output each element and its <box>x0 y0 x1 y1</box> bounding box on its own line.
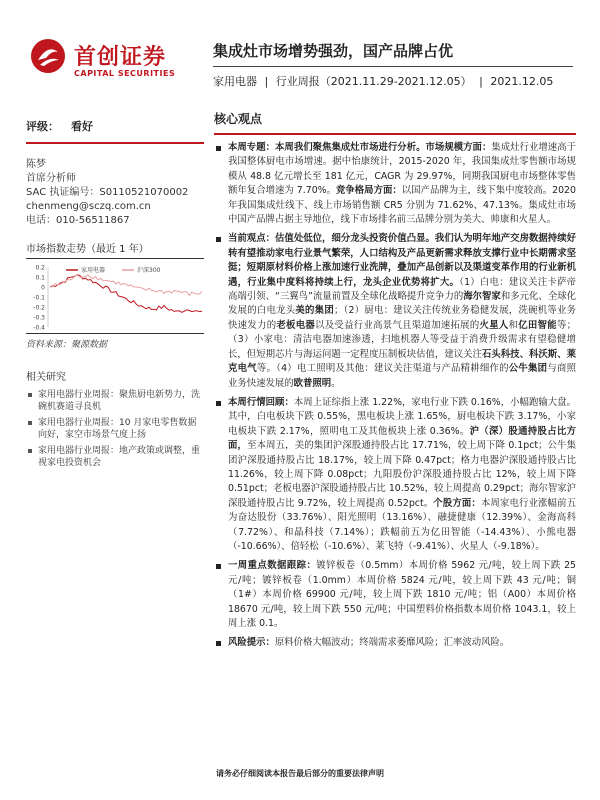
rating <box>26 118 204 134</box>
y-tick-label: -0.4 <box>33 324 45 331</box>
logo-text-cn: 首创证券 <box>74 45 167 70</box>
point-weekly-topic: 本周专题：本周我们聚焦集成灶市场进行分析。市场规模方面：集成灶行业增速高于我国整体厨电市场增速。据中怡康统计，2015-2020 年，我国集成灶零售额市场规模从 48.8 亿元增长至 181 亿元，CAGR 为 29.97%，同期我国厨电市场整体零售额年复合增速为 7.70%。竞争格局方面：以国产品牌为主，线下集中度较高。2020 年我国集成灶线下、线上市场销售额 CR5 分别为 71.62%、47.13%。集成灶市场中国产品牌占据主导地位，线下市场排名前三品牌分别为美大、帅康和火星人。 <box>214 141 576 227</box>
separator: | <box>264 75 269 88</box>
point-lead: 本周专题：本周我们聚焦集成灶市场进行分析。市场规模方面： <box>228 142 492 153</box>
y-tick-label: -0.3 <box>33 314 45 322</box>
rating-label: 评级： <box>26 120 59 133</box>
report-title: 集成灶市场增势强劲，国产品牌占优 <box>213 42 454 60</box>
point-lead: 风险提示： <box>228 637 275 649</box>
related-item[interactable]: 家用电器行业周报：10 月家电零售数据向好，家空市场景气度上扬 <box>26 417 204 441</box>
point-market-review: 本周行情回顾：本周上证综指上涨 1.22%，家电行业下跌 0.16%，小幅跑输大盘。其中，白电板块下跌 0.55%，黑电板块上涨 1.65%，厨电板块下跌 3.17%，小家电板块下跌 2.17%，照明电工及其他板块上涨 0.36%。沪（深）股通持股占比方面，至本周五，美的集团沪深股通持股占比 17.71%，较上周下降 0.1pct；公牛集团沪深股通持股占比 18.17%，较上周下降 0.47pct；格力电器沪深股通持股占比 11.26%，较上周下降 0.08pct；九阳股份沪深股通持股占比 12%，较上周下降 0.51pct；老板电器沪深股通持股占比 10.52%，较上周提高 0.29pct；海尔智家沪深股通持股占比 9.72%，较上周提高 0.52pct。个股方面：本周家电行业涨幅前五为奋达股份（33.76%）、阳光照明（13.16%）、融捷健康（12.39%）、金海高科（7.72%）、和晶科技（7.14%）；跌幅前五为亿田智能（-14.43%）、小熊电器（-10.66%）、倍轻松（-10.6%）、莱飞特（-9.41%）、火星人（-9.18%）。 <box>214 396 576 554</box>
analyst-title: 首席分析师 <box>26 173 76 184</box>
point-lead: 本周行情回顾： <box>228 396 294 408</box>
series-line <box>50 275 202 296</box>
legend-label: 家用电器 <box>81 267 106 274</box>
section-heading: 核心观点 <box>214 110 576 135</box>
left-sidebar <box>26 118 204 473</box>
separator: | <box>479 75 483 88</box>
y-tick-label: -0.1 <box>33 294 45 302</box>
header-divider <box>213 66 573 67</box>
point-risk: 风险提示：原料价格大幅波动；终端需求萎靡风险；汇率波动风险。 <box>214 636 576 650</box>
report-date: 2021.12.05 <box>490 75 554 88</box>
legend-label: 沪深300 <box>137 267 161 274</box>
main-content <box>214 110 576 656</box>
y-tick-label: -0.2 <box>33 304 45 312</box>
analyst-email: chenmeng@sczq.com.cn <box>26 201 151 212</box>
point-data-tracking: 一周重点数据跟踪：镀锌板卷（0.5mm）本周价格 5962 元/吨，较上周下跌 25 元/吨；镀锌板卷（1.0mm）本周价格 5824 元/吨，较上周下跌 43 元/吨；铜（1#）本周价格 69900 元/吨，较上周下跌 1810 元/吨；铝（A00）本周价格 18670 元/吨，较上周下跌 550 元/吨；中国塑料价格指数本周价格 1043.1，较上周上涨 0.1。 <box>214 559 576 631</box>
chart-title: 市场指数走势（最近 1 年） <box>26 240 204 259</box>
rating-value: 看好 <box>71 120 93 133</box>
analyst-phone: 电话：010-56511867 <box>26 215 130 226</box>
analyst-info <box>26 158 204 228</box>
analyst-sac: SAC 执证编号：S0110521070002 <box>26 187 189 198</box>
capital-securities-logo-icon <box>30 38 66 74</box>
point-current-view: 当前观点：估值处低位，细分龙头投资价值凸显。我们认为明年地产交房数据持续好转有望推动家电行业景气繁荣，人口结构及产品更新需求释放支撑行业中长期需求坚挺；短期原材料价格上涨加速行业洗牌，叠加产品创新以及渠道变革作用的行业新机遇，行业集中度料将持续上行，龙头企业优势将扩大。（1）白电：建议关注卡萨帝高端引领、“三翼鸟”流量前置及全球化战略提升竞争力的海尔智家和多元化、全球化发展的白电龙头美的集团；（2）厨电：建议关注传统业务稳健发展，洗碗机等业务快速发力的老板电器以及受益行业高景气且渠道加速拓展的火星人和亿田智能等；（3）小家电：清洁电器加速渗透，扫地机器人等受益于消费升级需求有望稳健增长，但短期芯片与海运问题一定程度压制板块估值，建议关注石头科技、科沃斯、莱克电气等。（4）电工照明及其他：建议关注渠道与产品精耕细作的公牛集团与商照业务快速发展的欧普照明。 <box>214 232 576 390</box>
related-research-title: 相关研究 <box>26 372 66 383</box>
industry-label: 家用电器 <box>213 75 257 88</box>
report-meta <box>213 73 557 89</box>
index-chart <box>26 261 204 331</box>
index-chart-svg <box>26 261 204 331</box>
series-line <box>50 275 202 313</box>
related-item[interactable]: 家用电器行业周报：地产政策或调整，重视家电投资机会 <box>26 445 204 469</box>
related-research-list <box>26 389 204 469</box>
logo-text-en: CAPITAL SECURITIES <box>74 69 176 78</box>
y-tick-label: 0.1 <box>35 274 45 282</box>
point-lead: 当前观点：估值处低位，细分龙头投资价值凸显。我们认为明年地产交房数据持续好转有望推动家电行业景气繁荣，人口结构及产品更新需求释放支撑行业中长期需求坚挺；短期原材料价格上涨加速行业洗牌，叠加产品创新以及渠道变革作用的行业新机遇，行业集中度料将持续上行，龙头企业优势将扩大。 <box>228 233 576 288</box>
chart-source: 资料来源：聚源数据 <box>26 333 204 350</box>
rating-divider <box>26 142 204 144</box>
related-item[interactable]: 家用电器行业周报：聚焦厨电新势力，洗碗机赛道寻良机 <box>26 389 204 413</box>
analyst-name: 陈梦 <box>26 159 46 170</box>
y-tick-label: 0.2 <box>35 264 45 272</box>
point-lead: 一周重点数据跟踪： <box>228 560 317 572</box>
legal-disclaimer: 请务必仔细阅读本报告最后部分的重要法律声明 <box>216 769 384 778</box>
key-points <box>214 141 576 651</box>
report-type: 行业周报（2021.11.29-2021.12.05） <box>275 75 472 88</box>
y-tick-label: 0 <box>41 284 45 292</box>
company-logo <box>26 30 196 90</box>
